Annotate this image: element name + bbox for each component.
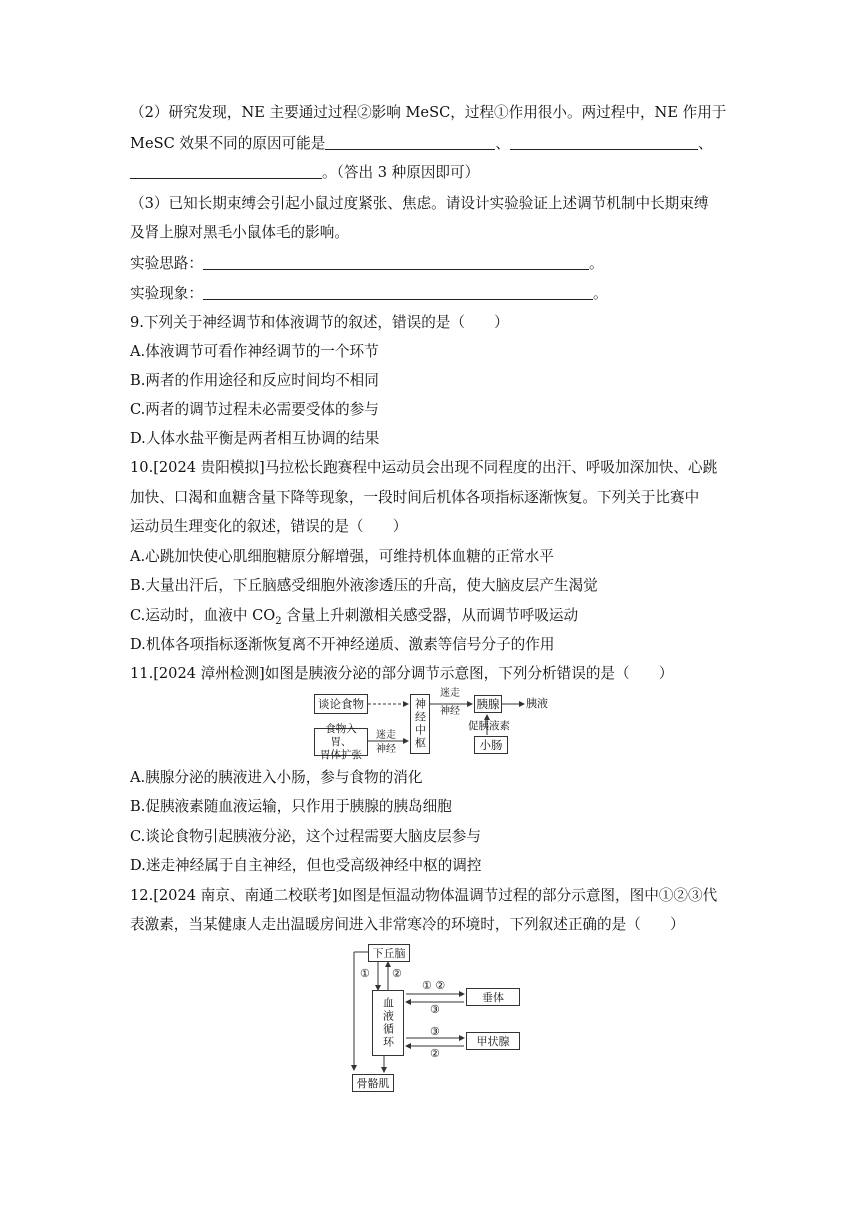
label-3-thyroid: ③	[430, 1025, 440, 1038]
pancreatic-secretion-diagram	[300, 690, 570, 760]
vagus-bottom-label: 迷走	[376, 730, 396, 741]
small-intestine-box: 小肠	[474, 736, 508, 754]
q9-option-d[interactable]: D.人体水盐平衡是两者相互协调的结果	[130, 430, 380, 447]
label-12-pituitary: ① ②	[422, 979, 446, 992]
vagus-top-label-2: 神经	[440, 706, 460, 717]
thermoregulation-diagram	[340, 940, 530, 1098]
skeletal-muscle-box: 骨骼肌	[352, 1074, 394, 1092]
q10-option-a[interactable]: A.心跳加快使心肌细胞糖原分解增强，可维持机体血糖的正常水平	[130, 548, 554, 565]
secretin-label: 促胰液素	[468, 720, 510, 732]
blood-circulation-box: 血液循环	[372, 990, 404, 1056]
blank-phenomenon[interactable]	[203, 284, 593, 300]
vagus-top-label: 迷走	[440, 688, 460, 699]
hypothalamus-box: 下丘脑	[368, 944, 410, 962]
nerve-center-box: 神经中枢	[410, 694, 430, 754]
label-3-pituitary: ③	[430, 1003, 440, 1016]
blank-1[interactable]	[325, 134, 495, 150]
juice-label: 胰液	[526, 697, 548, 710]
q12-stem-1: 12.[2024 南京、南通二校联考]如图是恒温动物体温调节过程的部分示意图，图中①②③代	[130, 887, 718, 904]
q9-option-a[interactable]: A.体液调节可看作神经调节的一个环节	[130, 343, 379, 360]
q9-stem: 9.下列关于神经调节和体液调节的叙述，错误的是（ ）	[130, 314, 509, 331]
q8-p2-line1: （2）研究发现，NE 主要通过过程②影响 MeSC，过程①作用很小。两过程中，NE 作用于	[130, 104, 727, 121]
pancreas-box: 胰腺	[474, 695, 502, 713]
q11-stem: 11.[2024 漳州检测]如图是胰液分泌的部分调节示意图，下列分析错误的是（ ）	[130, 665, 674, 682]
vagus-bottom-label-2: 神经	[376, 744, 396, 755]
q8-p2-line2: MeSC 效果不同的原因可能是 、 、	[130, 135, 713, 152]
q10-option-c[interactable]: C.运动时，血液中 $CO_2$ 含量上升刺激相关感受器，从而调节呼吸运动	[130, 607, 579, 627]
thyroid-box: 甲状腺	[466, 1032, 520, 1050]
blank-idea[interactable]	[203, 254, 589, 270]
label-2-left: ②	[392, 967, 402, 980]
talk-food-box: 谈论食物	[314, 694, 368, 714]
label-2-thyroid: ②	[430, 1047, 440, 1060]
q10-option-d[interactable]: D.机体各项指标逐渐恢复离不开神经递质、激素等信号分子的作用	[130, 636, 555, 653]
q9-option-c[interactable]: C.两者的调节过程未必需要受体的参与	[130, 401, 379, 418]
q10-stem-3: 运动员生理变化的叙述，错误的是（ ）	[130, 518, 408, 535]
q10-option-b[interactable]: B.大量出汗后，下丘脑感受细胞外液渗透压的升高，使大脑皮层产生渴觉	[130, 577, 598, 594]
q11-option-b[interactable]: B.促胰液素随血液运输，只作用于胰腺的胰岛细胞	[130, 798, 452, 815]
food-stomach-box: 食物入胃、 胃体扩张	[314, 728, 368, 756]
q8-p2-line3: 。（答出 3 种原因即可）	[130, 163, 479, 183]
q11-option-a[interactable]: A.胰腺分泌的胰液进入小肠，参与食物的消化	[130, 769, 423, 786]
experiment-idea: 实验思路： 。	[130, 255, 604, 272]
blank-3[interactable]	[130, 163, 322, 179]
q11-option-d[interactable]: D.迷走神经属于自主神经，但也受高级神经中枢的调控	[130, 857, 482, 874]
q12-stem-2: 表激素，当某健康人走出温暖房间进入非常寒冷的环境时，下列叙述正确的是（ ）	[130, 916, 685, 933]
blank-2[interactable]	[510, 134, 698, 150]
q9-option-b[interactable]: B.两者的作用途径和反应时间均不相同	[130, 372, 379, 389]
q10-stem-1: 10.[2024 贵阳模拟]马拉松长跑赛程中运动员会出现不同程度的出汗、呼吸加深加快、心跳	[130, 459, 718, 476]
experiment-phenomenon: 实验现象： 。	[130, 285, 608, 302]
q8-p3-line1: （3）已知长期束缚会引起小鼠过度紧张、焦虑。请设计实验验证上述调节机制中长期束缚	[130, 195, 709, 212]
q10-stem-2: 加快、口渴和血糖含量下降等现象，一段时间后机体各项指标逐渐恢复。下列关于比赛中	[130, 489, 700, 506]
q11-option-c[interactable]: C.谈论食物引起胰液分泌，这个过程需要大脑皮层参与	[130, 828, 481, 845]
label-1-left: ①	[360, 967, 370, 980]
pituitary-box: 垂体	[466, 988, 520, 1006]
q8-p3-line2: 及肾上腺对黑毛小鼠体毛的影响。	[130, 224, 349, 241]
